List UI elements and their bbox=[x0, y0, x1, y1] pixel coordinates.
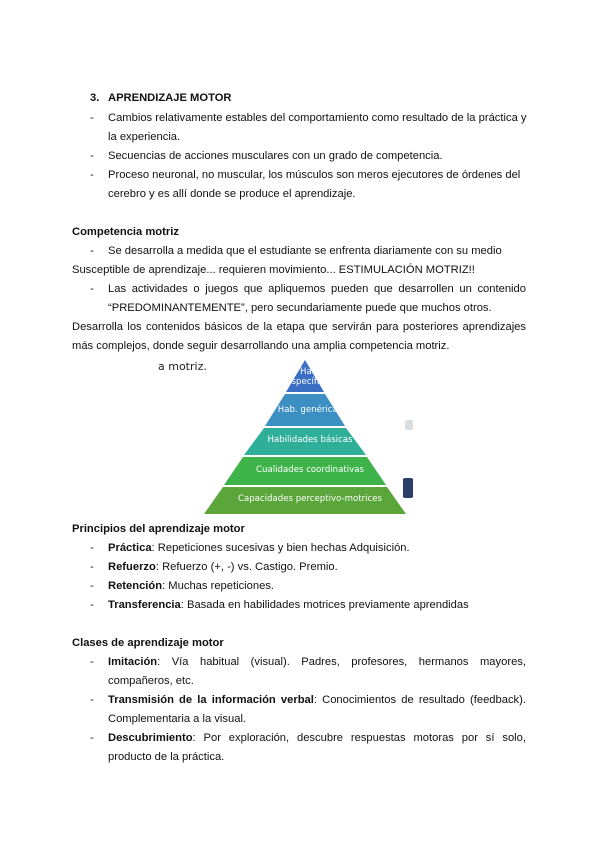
clase-item-cont: Complementaria a la visual. bbox=[108, 713, 247, 725]
bullet-text: Proceso neuronal, no muscular, los músculos son meros ejecutores de órdenes del bbox=[108, 169, 521, 181]
bullet-text: Cambios relativamente estables del comportamiento como resultado de la práctica y bbox=[108, 112, 527, 124]
bullet-dash: - bbox=[90, 245, 94, 257]
pyramid-label: Habilidades básicas bbox=[267, 435, 353, 445]
principio-item: Transferencia: Basada en habilidades motrices previamente aprendidas bbox=[108, 599, 469, 611]
bullet-dash: - bbox=[90, 732, 94, 744]
section-number: 3. bbox=[90, 92, 100, 104]
pyramid-label: Cualidades coordinativas bbox=[256, 465, 364, 475]
cropped-image-fragment bbox=[405, 420, 413, 430]
principios-heading: Principios del aprendizaje motor bbox=[72, 523, 245, 535]
bullet-dash: - bbox=[90, 694, 94, 706]
cropped-image-fragment bbox=[403, 478, 413, 498]
principio-item: Refuerzo: Refuerzo (+, -) vs. Castigo. Premio. bbox=[108, 561, 338, 573]
clase-item: Transmisión de la información verbal: Conocimientos de resultado (feedback). bbox=[108, 694, 526, 706]
competencia-paragraph: Desarrolla los contenidos básicos de la etapa que servirán para posteriores aprendizajes bbox=[72, 321, 526, 333]
clase-item: Imitación: Vía habitual (visual). Padres, profesores, hermanos mayores, bbox=[108, 656, 526, 668]
competencia-bullet-1: Se desarrolla a medida que el estudiante se enfrenta diariamente con su medio bbox=[108, 245, 502, 257]
pyramid-label: Hab. genéricas bbox=[277, 405, 343, 415]
pyramid-label: Capacidades perceptivo-motrices bbox=[237, 494, 383, 504]
bullet-dash: - bbox=[90, 656, 94, 668]
bullet-dash: - bbox=[90, 169, 94, 181]
competencia-paragraph-cont: más complejos, donde seguir desarrollando una amplia competencia motriz. bbox=[72, 340, 450, 352]
bullet-dash: - bbox=[90, 542, 94, 554]
clase-item: Descubrimiento: Por exploración, descubre respuestas motoras por sí solo, bbox=[108, 732, 526, 744]
bullet-text: la experiencia. bbox=[108, 131, 181, 143]
principio-item: Práctica: Repeticiones sucesivas y bien hechas Adquisición. bbox=[108, 542, 410, 554]
competencia-bullet-2-cont: “PREDOMINANTEMENTE”, pero secundariamente puede que muchos otros. bbox=[108, 302, 492, 314]
clase-item-cont: compañeros, etc. bbox=[108, 675, 194, 687]
clase-item-cont: producto de la práctica. bbox=[108, 751, 225, 763]
competencia-susceptible: Susceptible de aprendizaje... requieren movimiento... ESTIMULACIÓN MOTRIZ!! bbox=[72, 264, 475, 276]
bullet-text: cerebro y es allí donde se produce el aprendizaje. bbox=[108, 188, 356, 200]
figure-caption-fragment: a motriz. bbox=[158, 360, 207, 373]
competencia-heading: Competencia motriz bbox=[72, 226, 179, 238]
principio-item: Retención: Muchas repeticiones. bbox=[108, 580, 275, 592]
bullet-dash: - bbox=[90, 112, 94, 124]
bullet-dash: - bbox=[90, 599, 94, 611]
bullet-dash: - bbox=[90, 561, 94, 573]
clases-heading: Clases de aprendizaje motor bbox=[72, 637, 224, 649]
bullet-dash: - bbox=[90, 283, 94, 295]
competencia-bullet-2: Las actividades o juegos que apliquemos pueden que desarrollen un contenido bbox=[108, 283, 526, 295]
bullet-dash: - bbox=[90, 150, 94, 162]
bullet-dash: - bbox=[90, 580, 94, 592]
section-title: APRENDIZAJE MOTOR bbox=[108, 92, 232, 104]
bullet-text: Secuencias de acciones musculares con un grado de competencia. bbox=[108, 150, 443, 162]
pyramid-label: Hab. específicas bbox=[286, 367, 334, 387]
